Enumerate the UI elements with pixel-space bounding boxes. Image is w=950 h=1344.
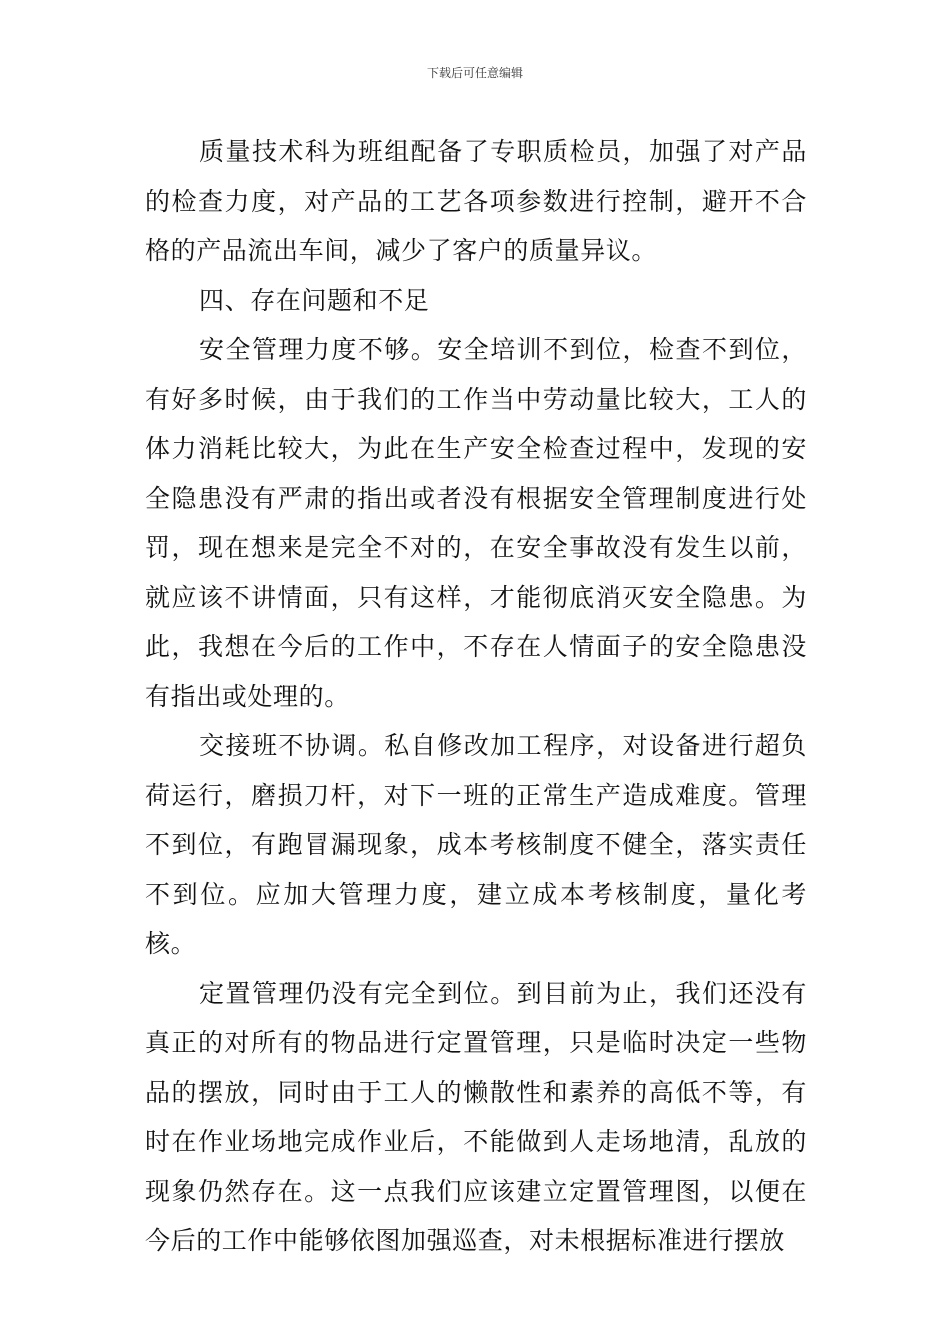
section-heading-problems: 四、存在问题和不足 xyxy=(199,285,430,315)
document-body xyxy=(145,127,807,1266)
paragraph-shift-handover: 交接班不协调。私自修改加工程序，对设备进行超负荷运行，磨损刀杆，对下一班的正常生产造成难度。管理不到位，有跑冒漏现象，成本考核制度不健全，落实责任不到位。应加大管理力度，建立成本考核制度，量化考核。 xyxy=(145,731,807,958)
page-header-note: 下载后可任意编辑 xyxy=(426,66,523,80)
paragraph-quality-inspection: 质量技术科为班组配备了专职质检员，加强了对产品的检查力度，对产品的工艺各项参数进行控制，避开不合格的产品流出车间，减少了客户的质量异议。 xyxy=(145,137,807,265)
paragraph-placement-management: 定置管理仍没有完全到位。到目前为止，我们还没有真正的对所有的物品进行定置管理，只是临时决定一些物品的摆放，同时由于工人的懒散性和素养的高低不等，有时在作业场地完成作业后，不能做到人走场地清，乱放的现象仍然存在。这一点我们应该建立定置管理图，以便在今后的工作中能够依图加强巡查，对未根据标准进行摆放 xyxy=(145,978,807,1255)
paragraph-safety-management: 安全管理力度不够。安全培训不到位，检查不到位，有好多时候，由于我们的工作当中劳动量比较大，工人的体力消耗比较大，为此在生产安全检查过程中，发现的安全隐患没有严肃的指出或者没有根据安全管理制度进行处罚，现在想来是完全不对的，在安全事故没有发生以前，就应该不讲情面，只有这样，才能彻底消灭安全隐患。为此，我想在今后的工作中，不存在人情面子的安全隐患没有指出或处理的。 xyxy=(145,335,807,711)
